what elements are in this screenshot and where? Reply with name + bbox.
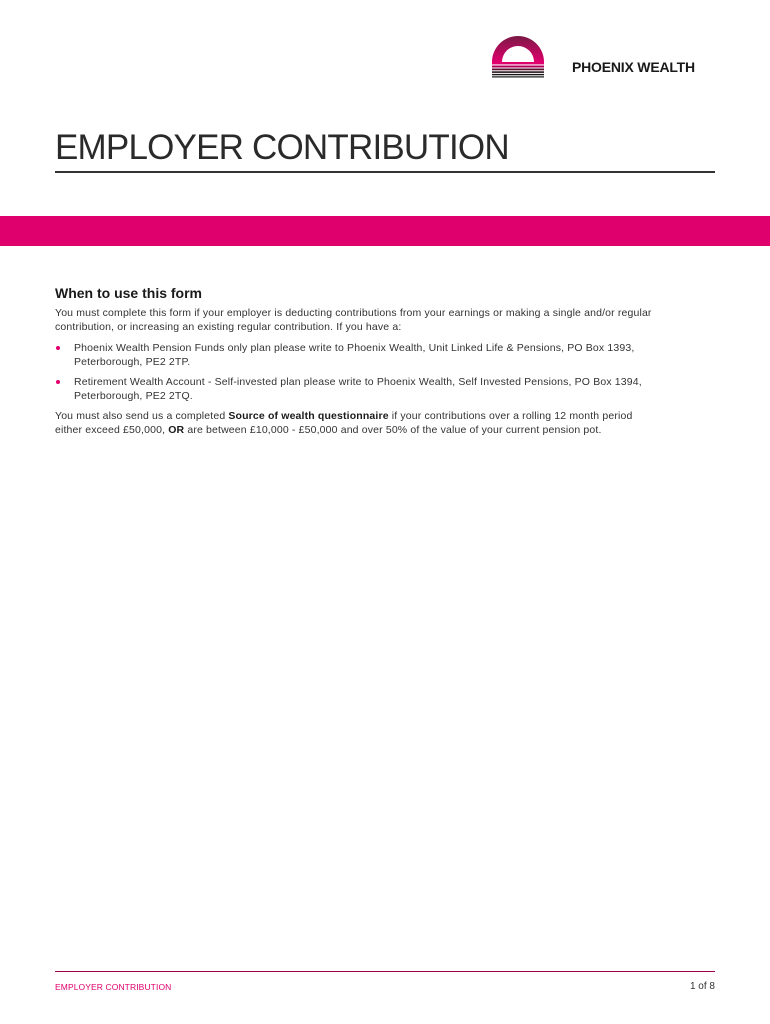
logo-wordmark: PHOENIX WEALTH	[572, 59, 695, 75]
bullet-dot-icon	[56, 346, 60, 350]
page-number: 1 of 8	[689, 981, 715, 992]
footer-document-title: EMPLOYER CONTRIBUTION	[55, 982, 172, 992]
or-emphasis: OR	[168, 424, 185, 436]
intro-line-2: contribution, or increasing an existing regular contribution. If you have a:	[55, 321, 402, 333]
title-divider	[55, 171, 715, 173]
page-title: EMPLOYER CONTRIBUTION	[55, 128, 509, 167]
list-item	[55, 341, 715, 369]
source-of-wealth-paragraph	[55, 409, 715, 437]
intro-line-1: You must complete this form if your employer is deducting contributions from your earnings or making a single and/or regular	[55, 307, 652, 319]
phoenix-wealth-logo	[490, 36, 720, 80]
bullet-line-2: Peterborough, PE2 2TP.	[74, 356, 191, 368]
intro-paragraph	[55, 306, 715, 334]
bullet-dot-icon	[56, 380, 60, 384]
plan-address-list	[55, 341, 715, 403]
wealth-text-middle: if your contributions over a rolling 12 month period	[388, 410, 633, 422]
wealth-text-line2-start: either exceed £50,000,	[55, 424, 169, 436]
wealth-text-prefix: You must also send us a completed	[55, 410, 229, 422]
source-of-wealth-questionnaire-ref: Source of wealth questionnaire	[228, 410, 389, 422]
bullet-line-1: Phoenix Wealth Pension Funds only plan please write to Phoenix Wealth, Unit Linked Life & Pensions, PO Box 1393,	[74, 342, 635, 354]
accent-band	[0, 216, 770, 246]
phoenix-sunrise-logo-icon	[490, 36, 570, 80]
section-heading: When to use this form	[55, 285, 202, 301]
list-item	[55, 375, 715, 403]
when-to-use-section	[55, 285, 715, 437]
bullet-line-2: Peterborough, PE2 2TQ.	[74, 390, 193, 402]
footer-divider	[55, 971, 715, 972]
wealth-text-line2-end: are between £10,000 - £50,000 and over 50% of the value of your current pension pot.	[184, 424, 602, 436]
bullet-line-1: Retirement Wealth Account - Self-invested plan please write to Phoenix Wealth, Self Invested Pensions, PO Box 1394,	[74, 376, 642, 388]
